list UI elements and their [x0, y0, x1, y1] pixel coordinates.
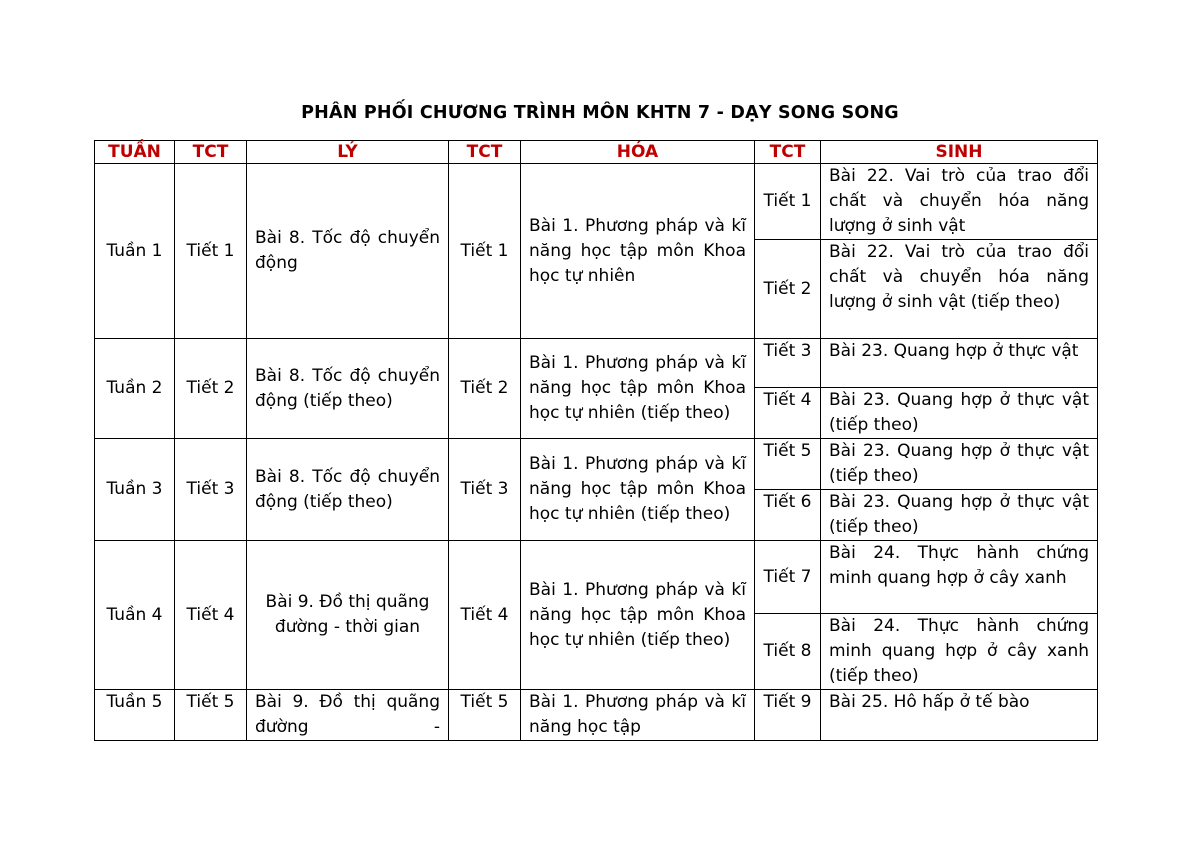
- sinh-cell: Bài 23. Quang hợp ở thực vật (tiếp theo): [821, 490, 1098, 541]
- hoa-cell: Bài 1. Phương pháp và kĩ năng học tập môn Khoa học tự nhiên (tiếp theo): [521, 541, 755, 690]
- tct-sinh-cell: Tiết 7: [755, 541, 821, 614]
- tct-ly-cell: Tiết 2: [175, 339, 247, 439]
- sinh-cell: Bài 23. Quang hợp ở thực vật: [821, 339, 1098, 388]
- header-hoa: HÓA: [521, 141, 755, 164]
- sinh-cell: Bài 24. Thực hành chứng minh quang hợp ở cây xanh (tiếp theo): [821, 614, 1098, 690]
- week-text: Tuần 5: [106, 692, 163, 712]
- tct-hoa-cell: Tiết 1: [449, 164, 521, 339]
- ly-text: Bài 9. Đồ thị quãng đường -: [255, 692, 440, 737]
- tct-hoa-cell: [449, 690, 521, 741]
- table-row: [95, 541, 1098, 614]
- hoa-cell: Bài 1. Phương pháp và kĩ năng học tập môn Khoa học tự nhiên (tiếp theo): [521, 339, 755, 439]
- tct-hoa-cell: Tiết 4: [449, 541, 521, 690]
- week-cell: Tuần 4: [95, 541, 175, 690]
- hoa-cell: Bài 1. Phương pháp và kĩ năng học tập môn Khoa học tự nhiên: [521, 164, 755, 339]
- hoa-cell: [521, 690, 755, 741]
- week-cell: [95, 690, 175, 741]
- sinh-cell: Bài 22. Vai trò của trao đổi chất và chuyển hóa năng lượng ở sinh vật: [821, 164, 1098, 240]
- tct-ly-text: Tiết 5: [186, 692, 235, 712]
- header-tuan: TUẦN: [95, 141, 175, 164]
- sinh-text: Bài 25. Hô hấp ở tế bào: [829, 692, 1030, 712]
- hoa-cell: Bài 1. Phương pháp và kĩ năng học tập môn Khoa học tự nhiên (tiếp theo): [521, 439, 755, 541]
- header-tct-ly: TCT: [175, 141, 247, 164]
- tct-hoa-cell: Tiết 3: [449, 439, 521, 541]
- tct-sinh-cell: Tiết 8: [755, 614, 821, 690]
- page-title: PHÂN PHỐI CHƯƠNG TRÌNH MÔN KHTN 7 - DẠY SONG SONG: [301, 103, 899, 123]
- ly-cell: Bài 8. Tốc độ chuyển động (tiếp theo): [247, 439, 449, 541]
- tct-sinh-cell: [755, 690, 821, 741]
- header-tct-sinh: TCT: [755, 141, 821, 164]
- header-ly: LÝ: [247, 141, 449, 164]
- tct-sinh-text: Tiết 9: [763, 692, 812, 712]
- ly-cell: Bài 9. Đồ thị quãng đường - thời gian: [247, 541, 449, 690]
- ly-cell: Bài 8. Tốc độ chuyển động: [247, 164, 449, 339]
- sinh-cell: Bài 22. Vai trò của trao đổi chất và chuyển hóa năng lượng ở sinh vật (tiếp theo): [821, 240, 1098, 339]
- ly-cell: [247, 690, 449, 741]
- tct-hoa-cell: Tiết 2: [449, 339, 521, 439]
- table-row: [95, 339, 1098, 388]
- tct-hoa-text: Tiết 5: [460, 692, 509, 712]
- sinh-cell: Bài 23. Quang hợp ở thực vật (tiếp theo): [821, 388, 1098, 439]
- tct-sinh-cell: Tiết 3: [755, 339, 821, 388]
- tct-sinh-cell: Tiết 2: [755, 240, 821, 339]
- week-cell: Tuần 2: [95, 339, 175, 439]
- sinh-cell: Bài 23. Quang hợp ở thực vật (tiếp theo): [821, 439, 1098, 490]
- table-row: [95, 164, 1098, 240]
- header-row: [95, 141, 1098, 164]
- tct-ly-cell: Tiết 1: [175, 164, 247, 339]
- tct-sinh-cell: Tiết 5: [755, 439, 821, 490]
- ly-cell: Bài 8. Tốc độ chuyển động (tiếp theo): [247, 339, 449, 439]
- tct-sinh-cell: Tiết 1: [755, 164, 821, 240]
- week-cell: Tuần 3: [95, 439, 175, 541]
- header-sinh: SINH: [821, 141, 1098, 164]
- hoa-text: Bài 1. Phương pháp và kĩ năng học tập: [529, 692, 746, 737]
- tct-sinh-cell: Tiết 6: [755, 490, 821, 541]
- sinh-cell: Bài 24. Thực hành chứng minh quang hợp ở cây xanh: [821, 541, 1098, 614]
- week-cell: Tuần 1: [95, 164, 175, 339]
- table-row: [95, 439, 1098, 490]
- tct-ly-cell: [175, 690, 247, 741]
- curriculum-table: [94, 140, 1098, 741]
- sinh-cell: [821, 690, 1098, 741]
- tct-ly-cell: Tiết 3: [175, 439, 247, 541]
- header-tct-hoa: TCT: [449, 141, 521, 164]
- table-row: [95, 690, 1098, 741]
- tct-sinh-cell: Tiết 4: [755, 388, 821, 439]
- tct-ly-cell: Tiết 4: [175, 541, 247, 690]
